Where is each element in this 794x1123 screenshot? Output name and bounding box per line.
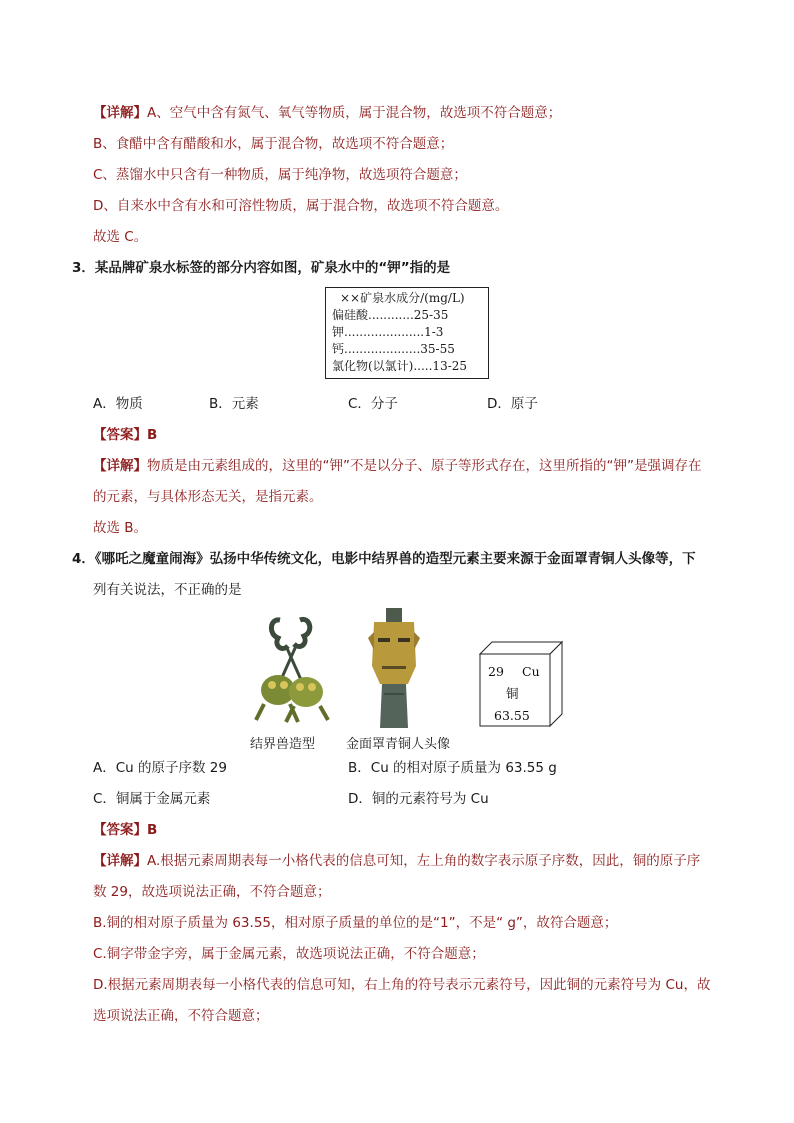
mineral-water-label (325, 287, 489, 379)
copper-element-cell (478, 640, 564, 728)
cell-symbol: Cu (522, 664, 540, 679)
caption-mask: 金面罩青铜人头像 (346, 737, 451, 752)
label-row-potassium: 钾.....................1-3 (332, 325, 444, 339)
q3-option-c: C．分子 (348, 396, 398, 412)
q4-detail-b: B.铜的相对原子质量为 63.55，相对原子质量的单位的是“1”，不是“ g”，故符合题意； (93, 915, 618, 931)
q3-stem: 3．某品牌矿泉水标签的部分内容如图，矿泉水中的“钾”指的是 (72, 260, 451, 276)
q2-detail-tag: 【详解】 (93, 105, 147, 121)
q2-detail-line-b: B、食醋中含有醋酸和水，属于混合物，故选项不符合题意； (93, 136, 454, 152)
label-row-calcium: 钙....................35-55 (332, 342, 455, 356)
cell-name: 铜 (506, 686, 519, 701)
q4-option-d: D．铜的元素符号为 Cu (348, 791, 489, 807)
q3-option-d: D．原子 (487, 396, 538, 412)
caption-beast: 结界兽造型 (250, 737, 316, 752)
q4-option-a: A．Cu 的原子序数 29 (93, 760, 227, 776)
cell-atomic-number: 29 (488, 664, 504, 679)
bronze-mask-image (368, 608, 420, 728)
q3-option-a: A．物质 (93, 396, 143, 412)
q2-conclusion: 故选 C。 (93, 229, 148, 245)
label-row-chloride: 氯化物(以氯计).....13-25 (332, 359, 468, 373)
q4-option-c: C．铜属于金属元素 (93, 791, 211, 807)
q4-detail-d2: 选项说法正确，不符合题意； (93, 1008, 269, 1024)
q4-detail-a1: 【详解】A.根据元素周期表每一小格代表的信息可知，左上角的数字表示原子序数，因此，铜的原子序 (93, 853, 701, 869)
label-row-silicic-acid: 偏硅酸............25-35 (332, 308, 449, 322)
label-title: ××矿泉水成分/(mg/L) (340, 291, 465, 305)
cell-mass: 63.55 (494, 708, 530, 723)
q4-stem-1: 4．《哪吒之魔童闹海》弘扬中华传统文化，电影中结界兽的造型元素主要来源于金面罩青铜人头像等，下 (72, 551, 696, 567)
q2-detail-line-d: D、自来水中含有水和可溶性物质，属于混合物，故选项不符合题意。 (93, 198, 509, 214)
q2-detail-line-a: 【详解】A、空气中含有氮气、氧气等物质，属于混合物，故选项不符合题意； (93, 105, 562, 121)
q4-stem-2: 列有关说法，不正确的是 (93, 582, 242, 598)
q4-detail-a2: 数 29，故选项说法正确，不符合题意； (93, 884, 331, 900)
q3-detail-2: 的元素，与具体形态无关，是指元素。 (93, 489, 323, 505)
q3-detail-1: 【详解】物质是由元素组成的，这里的“钾”不是以分子、原子等形式存在，这里所指的“钾”是强调存在 (93, 458, 702, 474)
q4-detail-d1: D.根据元素周期表每一小格代表的信息可知，右上角的符号表示元素符号，因此铜的元素符号为 Cu，故 (93, 977, 711, 993)
q3-option-b: B．元素 (209, 396, 259, 412)
q4-option-b: B．Cu 的相对原子质量为 63.55 g (348, 760, 557, 776)
jiejie-beast-image (250, 612, 335, 727)
q3-conclusion: 故选 B。 (93, 520, 148, 536)
q2-detail-line-c: C、蒸馏水中只含有一种物质，属于纯净物，故选项符合题意； (93, 167, 467, 183)
q3-answer: 【答案】B (93, 427, 158, 443)
q4-detail-c: C.铜字带金字旁，属于金属元素，故选项说法正确，不符合题意； (93, 946, 485, 962)
q4-answer: 【答案】B (93, 822, 158, 838)
